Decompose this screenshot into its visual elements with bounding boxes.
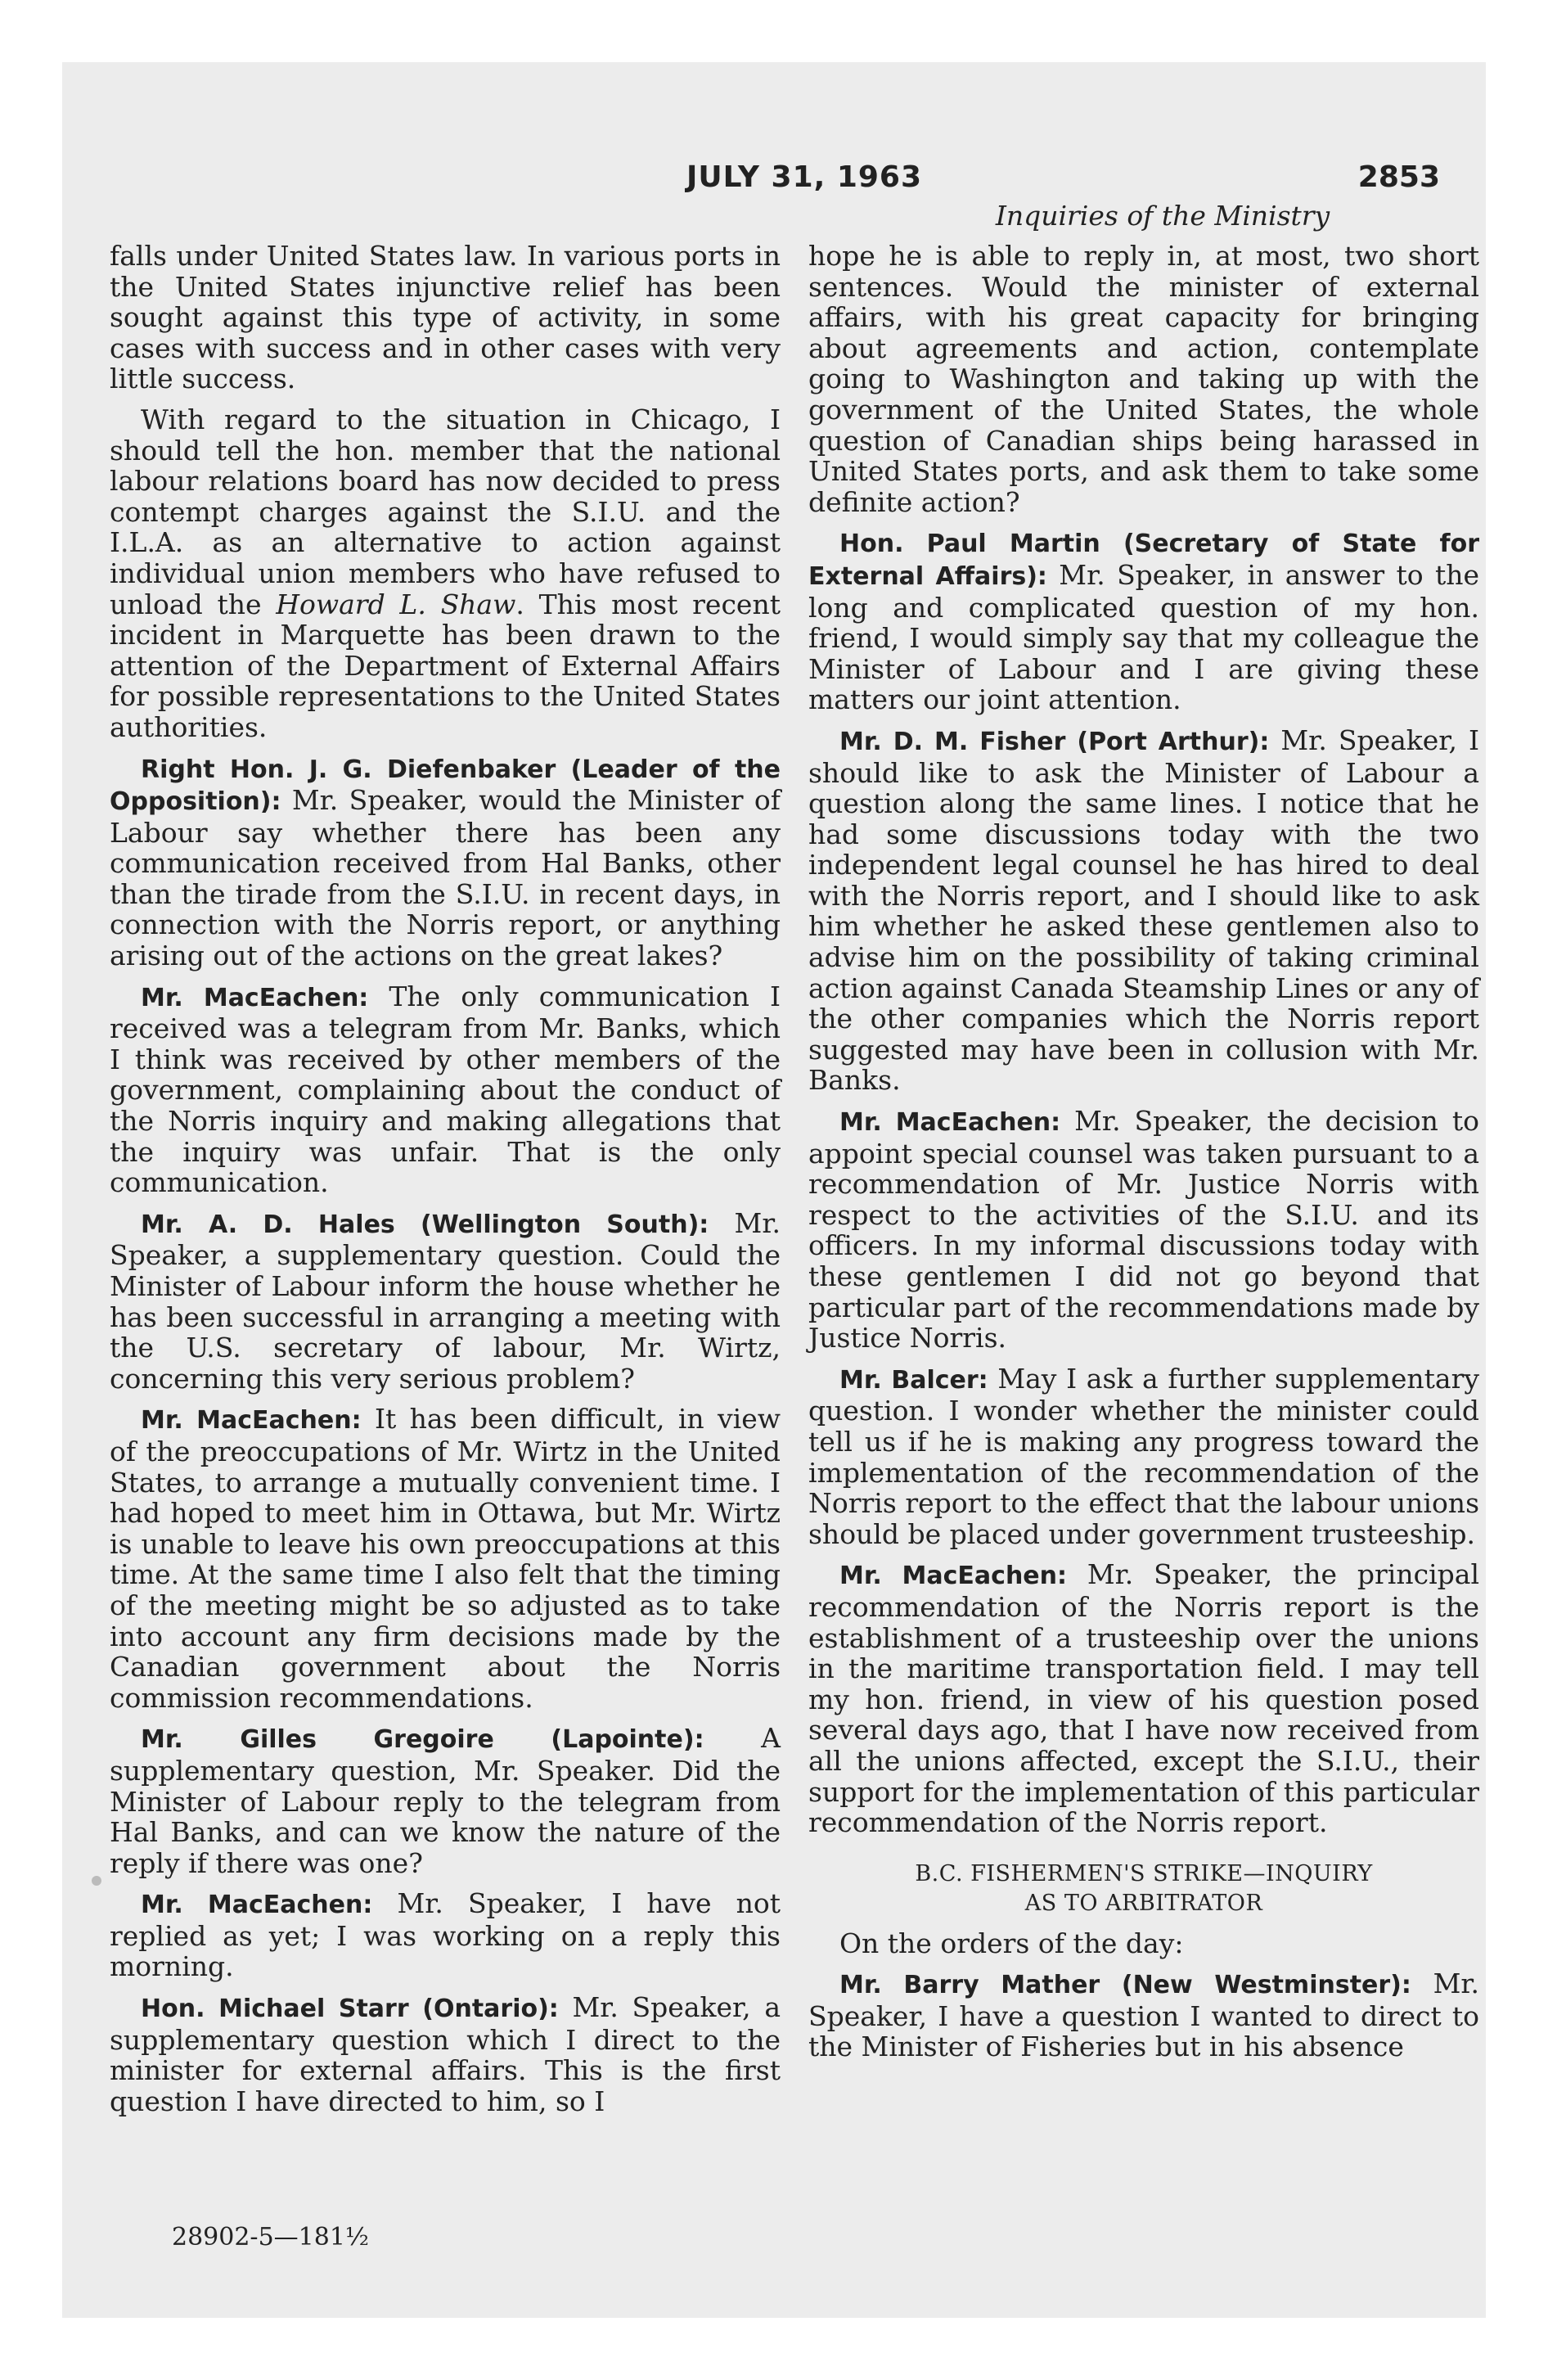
paragraph (808, 1106, 1479, 1354)
speaker-name: Mr. MacEachen: (839, 1108, 1061, 1138)
speaker-name: Mr. MacEachen: (839, 1562, 1068, 1591)
speech-text: Mr. Speaker, the principal recommendation of the Norris report is the establishment of a trusteeship over the unions in the maritime transportation field. I may tell my hon. friend, in view of his question posed several days ago, that I have now received from all the unions affected, except the S.I.U., their support for the implementation of this particular recommendation of the Norris report. (808, 1558, 1479, 1839)
speaker-name: Mr. MacEachen: (141, 983, 369, 1012)
paragraph (110, 981, 781, 1198)
paragraph (110, 1888, 781, 1982)
speaker-name: Mr. A. D. Hales (Wellington South): (141, 1210, 709, 1239)
speaker-name: Right Hon. J. G. Diefenbaker (Leader of the Opposition): (110, 755, 781, 817)
margin-mark (92, 1876, 101, 1886)
page (62, 62, 1486, 2318)
speech-text: Mr. Speaker, would the Minister of Labour say whether there has been any communication received from Hal Banks, other than the tirade from the S.I.U. in recent days, in connection with the Norris report, or anything arising out of the actions on the great lakes? (110, 784, 781, 972)
paragraph-text: . This most recent incident in Marquette has been drawn to the attention of the Department of External Affairs for possible representations to the United States authorities. (110, 588, 781, 743)
running-head: Inquiries of the Ministry (995, 200, 1330, 232)
speaker-name: Hon. Paul Martin (Secretary of State for External Affairs): (808, 530, 1479, 591)
speech-text: May I ask a further supplementary question. I wonder whether the minister could tell us if he is making any progress toward the implementation of the recommendation of the Norris report to the effect that the labour unions should be placed under government trusteeship. (808, 1362, 1479, 1550)
footer-code: 28902-5—181½ (172, 2223, 369, 2252)
speaker-name: Mr. MacEachen: (141, 1891, 373, 1920)
paragraph: hope he is able to reply in, at most, two short sentences. Would the minister of external affairs, with his great capacity for bringing about agreements and action, contemplate going to Washington and taking up with the government of the United States, the whole question of Canadian ships being harassed in United States ports, and ask them to take some definite action? (808, 240, 1479, 518)
speaker-name: Mr. Balcer: (839, 1365, 988, 1395)
right-column (808, 241, 1479, 2072)
paragraph (110, 1992, 781, 2116)
paragraph (110, 1208, 781, 1395)
ship-name: Howard L. Shaw (276, 588, 516, 620)
paragraph (808, 725, 1479, 1096)
speech-text: Mr. Speaker, in answer to the long and complicated question of my hon. friend, I would simply say that my colleague the Minister of Labour and I are giving these matters our joint attention. (808, 558, 1479, 716)
speech-text: Mr. Speaker, I have not replied as yet; I was working on a reply this morning. (110, 1887, 781, 1983)
paragraph (110, 753, 781, 971)
speech-text: Mr. Speaker, the decision to appoint special counsel was taken pursuant to a recommendation of Mr. Justice Norris with respect to the activities of the S.I.U. and its officers. In my informal discussions today with these gentlemen I did not go beyond that particular part of the recommendations made by Justice Norris. (808, 1105, 1480, 1355)
paragraph (110, 404, 781, 743)
speech-text: Mr. Speaker, a supplementary question. Could the Minister of Labour inform the house whether he has been successful in arranging a meeting with the U.S. secretary of labour, Mr. Wirtz, concerning this very serious problem? (110, 1206, 781, 1395)
speaker-name: Mr. D. M. Fisher (Port Arthur): (839, 727, 1270, 756)
paragraph (808, 527, 1479, 715)
left-column (110, 241, 781, 2126)
paragraph: On the orders of the day: (839, 1927, 1184, 1959)
section-heading (808, 1859, 1479, 1918)
speaker-name: Hon. Michael Starr (Ontario): (141, 1995, 559, 2024)
speaker-name: Mr. Gilles Gregoire (Lapointe): (141, 1725, 704, 1755)
paragraph (808, 1968, 1479, 2062)
speech-text: Mr. Speaker, I should like to ask the Minister of Labour a question along the same lines. I notice that he had some discussions today with the two independent legal counsel he has hired to deal with the Norris report, and I should like to ask him whether he asked these gentlemen also to advise him on the possibility of taking criminal action against Canada Steamship Lines or any of the other companies which the Norris report suggested may have been in collusion with Mr. Banks. (808, 723, 1479, 1097)
paragraph (808, 1364, 1479, 1550)
paragraph-text: With regard to the situation in Chicago, I should tell the hon. member that the national labour relations board has now decided to press contempt charges against the S.I.U. and the I.L.A. as an alternative to action against individual union members who have refused to unload the (110, 403, 781, 620)
header-date: JULY 31, 1963 (686, 160, 923, 194)
speech-text: Mr. Speaker, a supplementary question which I direct to the minister for external affairs. This is the first question I have directed to him, so I (110, 1991, 781, 2117)
speech-text: The only communication I received was a telegram from Mr. Banks, which I think was received by other members of the government, complaining about the conduct of the Norris inquiry and making allegations that the inquiry was unfair. That is the only communication. (110, 980, 781, 1199)
speaker-name: Mr. Barry Mather (New Westminster): (839, 1971, 1411, 2000)
speaker-name: Mr. MacEachen: (141, 1406, 362, 1436)
speech-text: It has been difficult, in view of the preoccupations of Mr. Wirtz in the United States, to arrange a mutually convenient time. I had hoped to meet him in Ottawa, but Mr. Wirtz is unable to leave his own preoccupations at this time. At the same time I also felt that the timing of the meeting might be so adjusted as to take into account any firm decisions made by the Canadian government about the Norris commission recommendations. (110, 1403, 781, 1714)
section-heading-line: AS TO ARBITRATOR (1024, 1890, 1263, 1916)
paragraph (110, 1723, 781, 1878)
paragraph (110, 1404, 781, 1713)
paragraph (808, 1559, 1479, 1837)
page-number: 2853 (1357, 160, 1440, 194)
speech-text: Mr. Speaker, I have a question I wanted to direct to the Minister of Fisheries but in his absence (808, 1968, 1479, 2063)
speech-text: A supplementary question, Mr. Speaker. Did the Minister of Labour reply to the telegram from Hal Banks, and can we know the nature of the reply if there was one? (110, 1722, 781, 1879)
paragraph: falls under United States law. In various ports in the United States injunctive relief has been sought against this type of activity, in some cases with success and in other cases with very little success. (110, 240, 781, 395)
section-heading-line: B.C. FISHERMEN'S STRIKE—INQUIRY (915, 1860, 1373, 1886)
